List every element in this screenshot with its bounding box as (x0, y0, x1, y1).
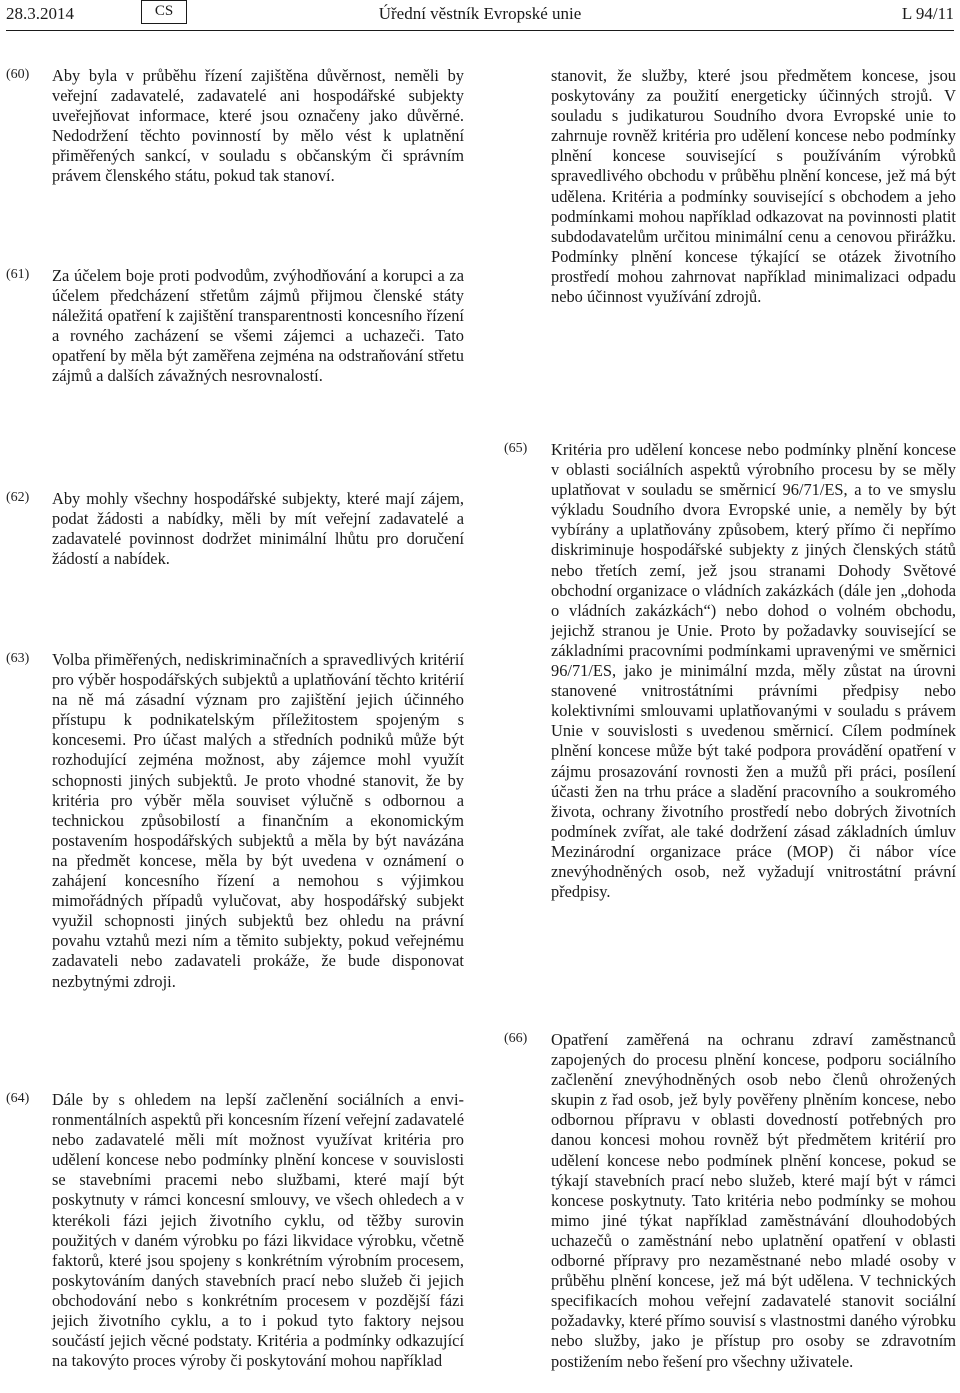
recital-66 (504, 1030, 956, 1372)
recital-64 (6, 1090, 464, 1371)
recital-64-continued (551, 66, 956, 307)
journal-title: Úřední věstník Evropské unie (378, 4, 582, 23)
recital-62 (6, 489, 464, 569)
recital-text: Volba přiměřených, nediskriminačních a spravedlivých kritérií pro výběr hospodářských subjektů a uplatňování těchto kritérií na ně má zásadní význam pro zajištění jejich účinného přístupu k podnikatelským příležitostem spojeným s koncesemi. Pro účast malých a středních podniků může být rozhodující zejména možnost, aby zájemce mohl využít schopnosti jiných subjektů. Je proto vhodné stanovit, že by kritéria pro výběr měla souviset výlučně s odbornou a technickou způsobilostí a finančním a ekonomickým postavením hospodářských subjektů a měla by být navázána na předmět koncese, měla by být uvedena v oznámení o zahájení koncesního řízení a nemohou s výjimkou mimořádných případů vylučovat, aby hospodářský subjekt využil schopnosti jiných subjektů bez ohledu na právní povahu vztahů mezi ním a těmito subjekty, pokud veřejnému zadavateli nebo zadavateli prokáže, že bude disponovat nezbytnými zdroji. (52, 650, 464, 991)
recital-number: (63) (6, 651, 30, 666)
language-badge: CS (141, 0, 187, 24)
recital-text: Opatření zaměřená na ochranu zdraví zaměstnanců zapojených do procesu plnění koncese, podporu sociálního začlenění znevýhodněných osob nebo členů ohrožených skupin z řad osob, jež byly pověřeny plněním koncese, nebo odbornou přípravu v oblasti dovedností potřebných pro danou koncesi mohou rovněž být předmětem kritérií pro udělení koncese nebo podmínek plnění koncese, pokud se týkají stavebních prací nebo služeb, které mají být v rámci koncese poskytnuty. Tato kritéria nebo podmínky se mohou mimo jiné týkat například zaměstnávání dlouhodobých uchazečů o zaměstnání nebo uplatnění opatření v oblasti odborné přípravy pro nezaměstnané nebo mladé osoby v průběhu plnění koncese, jež má být udělena. V technických specifikacích mohou veřejní zadavatelé stanovit sociální požadavky, které přímo souvisí s vlastnostmi daného výrobku nebo služby, jako je přístup pro osoby se zdravotním postižením nebo řešení pro všechny uživatele. (551, 1030, 956, 1371)
recital-text: Kritéria pro udělení koncese nebo podmínky plnění koncese v oblasti sociálních aspektů výrobního procesu by se měly uplatňovat v souladu se směrnicí 96/71/ES, a to ve smyslu výkladu Soudního dvora Evropské unie, a neměly by být vybírány a uplatňovány způsobem, který přímo či nepřímo diskriminuje hospodářské subjekty z jiných členských států nebo třetích zemí, jež jsou stranami Dohody Světové obchodní organizace o vládních zakázkách (dále jen „dohoda o vládních zakázkách“) nebo dohod o volném obchodu, jejichž stranou je Unie. Proto by požadavky související se základními pracovními podmínkami upravenými ve směrnici 96/71/ES, jako je minimální mzda, měly zůstat na úrovni stanovené vnitrostátními právními předpisy nebo kolektivními smlouvami uplatňovanými v souladu s právem Unie v souvislosti s uvedenou směrnicí. Cílem podmínek plnění koncese může být také podpora provádění opatření v zájmu prosazování rovnosti žen a mužů při práci, posílení účasti žen na trhu práce a sladění pracovního a soukromého života, ochrany životního prostředí nebo dobrých životních podmínek zvířat, ale také dodržení zásad základních úmluv Mezinárodní organizace práce (MOP) či nábor více znevýhodněných osob, než vyžadují vnitrostátní právní předpisy. (551, 440, 956, 902)
recital-text: Za účelem boje proti podvodům, zvýhodňování a korupci a za účelem předcházení střetům zájmů přijmou členské státy náležitá opatření k zajištění transparentnosti koncesního řízení a rovného zacházení se všemi zájemci a uchazeči. Tato opatření by měla být zaměřena zejména na odstraňování střetu zájmů a dalších závažných nesrovnalostí. (52, 266, 464, 386)
recital-number: (64) (6, 1091, 30, 1106)
recital-number: (65) (504, 441, 528, 456)
page-header (6, 0, 954, 34)
recital-63 (6, 650, 464, 992)
recital-text: stanovit, že služby, které jsou předmětem koncese, jsou poskytovány za použití energeticky účinných strojů. V souladu s judikaturou Soudního dvora Evropské unie to zahrnuje rovněž kritéria pro udělení koncese nebo podmínky plnění koncese související s používáním výrobků spravedlivého obchodu v průběhu plnění koncese, jež má být udělena. Kritéria a podmínky související s obchodem a jeho podmínkami mohou například odkazovat na povinnosti platit subdodavatelům určitou minimální cenu a cenovou přirážku. Podmínky plnění koncese týkající se otázek životního prostředí mohou zahrnovat například minimalizaci odpadu nebo účinnost využívání zdrojů. (551, 66, 956, 307)
recital-number: (60) (6, 67, 30, 82)
recital-text: Aby mohly všechny hospodářské subjekty, které mají zájem, podat žádosti a nabídky, měli by mít veřejní zadavatelé a zadavatelé povinnost dodržet minimální lhůtu pro doručení žádostí a nabídek. (52, 489, 464, 569)
recital-number: (62) (6, 490, 30, 505)
recital-text: Aby byla v průběhu řízení zajištěna důvěrnost, neměli by veřejní zadavatelé, zadavatelé ani hospodářské subjekty uveřejňovat informace, které jsou označeny jako důvěrné. Nedodržení těchto povinností by mělo vést k uplatnění přiměřených sankcí, v souladu s občanským či správním právem členského státu, pokud tak stanoví. (52, 66, 464, 186)
page-number: L 94/11 (901, 4, 954, 23)
recital-number: (61) (6, 267, 30, 282)
recital-61 (6, 266, 464, 387)
recital-65 (504, 440, 956, 902)
recital-number: (66) (504, 1031, 528, 1046)
header-rule (6, 30, 954, 31)
recital-60 (6, 66, 464, 187)
recital-text: Dále by s ohledem na lepší začlenění sociálních a environmentálních aspektů při koncesním řízení veřejní zadavatelé nebo zadavatelé měli mít možnost využívat kritéria pro udělení koncese nebo podmínky plnění koncese v souvislosti se stavebními pracemi nebo službami, které mají být poskytnuty v rámci koncesní smlouvy, ve všech ohledech a v kterékoli fázi jejich životního cyklu, od těžby surovin použitých v daném výrobku po fázi likvidace výrobku, včetně faktorů, které jsou spojeny s konkrétním výrobním procesem, poskytováním daných stavebních prací nebo služeb či jejich obchodování nebo s konkrétním procesem v pozdější fázi jejich životního cyklu, a to i pokud tyto faktory nejsou součástí jejich věcné podstaty. Kritéria a podmínky odkazující na takovýto proces výroby či poskytování mohou například (52, 1090, 464, 1371)
publication-date: 28.3.2014 (6, 4, 74, 23)
